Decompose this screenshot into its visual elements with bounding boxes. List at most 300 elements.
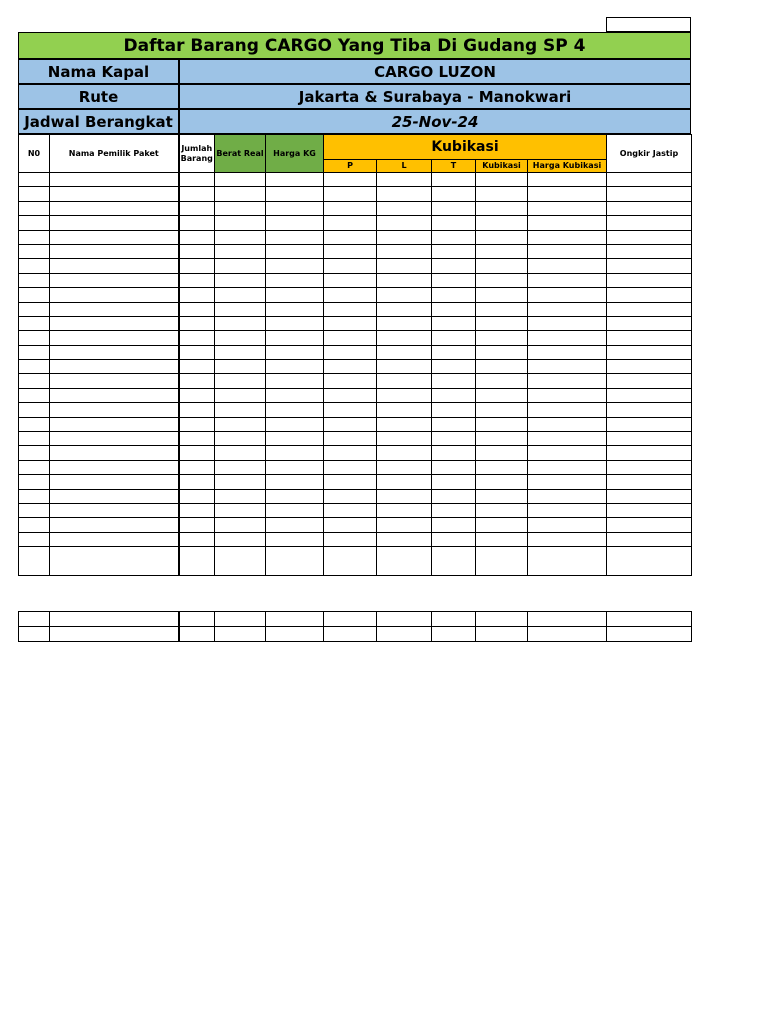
table-cell[interactable] — [324, 360, 377, 374]
table-cell[interactable] — [19, 345, 50, 359]
table-cell[interactable] — [607, 547, 692, 576]
table-cell[interactable] — [528, 216, 607, 230]
table-cell[interactable] — [19, 627, 50, 642]
table-cell[interactable] — [19, 503, 50, 517]
table-cell[interactable] — [19, 518, 50, 532]
table-cell[interactable] — [19, 216, 50, 230]
table-cell[interactable] — [377, 173, 432, 187]
table-cell[interactable] — [432, 273, 476, 287]
table-cell[interactable] — [50, 547, 179, 576]
table-cell[interactable] — [607, 374, 692, 388]
table-cell[interactable] — [179, 532, 215, 546]
table-cell[interactable] — [528, 173, 607, 187]
table-cell[interactable] — [432, 216, 476, 230]
table-cell[interactable] — [50, 288, 179, 302]
table-cell[interactable] — [324, 331, 377, 345]
table-cell[interactable] — [50, 388, 179, 402]
table-cell[interactable] — [50, 374, 179, 388]
table-cell[interactable] — [50, 446, 179, 460]
table-cell[interactable] — [179, 230, 215, 244]
table-cell[interactable] — [432, 259, 476, 273]
table-cell[interactable] — [50, 173, 179, 187]
table-cell[interactable] — [476, 627, 528, 642]
table-cell[interactable] — [432, 612, 476, 627]
table-cell[interactable] — [377, 316, 432, 330]
table-cell[interactable] — [528, 360, 607, 374]
table-cell[interactable] — [179, 288, 215, 302]
empty-cell-top-right[interactable] — [606, 17, 691, 32]
table-cell[interactable] — [215, 187, 266, 201]
table-cell[interactable] — [179, 316, 215, 330]
table-cell[interactable] — [179, 432, 215, 446]
table-cell[interactable] — [266, 403, 324, 417]
table-cell[interactable] — [607, 403, 692, 417]
table-cell[interactable] — [324, 432, 377, 446]
table-cell[interactable] — [432, 288, 476, 302]
table-cell[interactable] — [50, 216, 179, 230]
table-cell[interactable] — [324, 345, 377, 359]
table-cell[interactable] — [19, 388, 50, 402]
table-cell[interactable] — [528, 345, 607, 359]
table-cell[interactable] — [607, 417, 692, 431]
table-cell[interactable] — [19, 316, 50, 330]
table-cell[interactable] — [528, 518, 607, 532]
table-cell[interactable] — [215, 403, 266, 417]
table-cell[interactable] — [607, 201, 692, 215]
table-cell[interactable] — [607, 230, 692, 244]
table-cell[interactable] — [432, 403, 476, 417]
table-cell[interactable] — [215, 244, 266, 258]
table-cell[interactable] — [607, 432, 692, 446]
table-cell[interactable] — [215, 345, 266, 359]
table-cell[interactable] — [50, 230, 179, 244]
table-cell[interactable] — [476, 432, 528, 446]
table-cell[interactable] — [377, 532, 432, 546]
table-cell[interactable] — [432, 345, 476, 359]
table-cell[interactable] — [266, 187, 324, 201]
table-cell[interactable] — [476, 216, 528, 230]
table-cell[interactable] — [324, 475, 377, 489]
table-cell[interactable] — [324, 302, 377, 316]
table-cell[interactable] — [476, 374, 528, 388]
table-cell[interactable] — [266, 503, 324, 517]
table-cell[interactable] — [324, 388, 377, 402]
table-cell[interactable] — [266, 446, 324, 460]
table-cell[interactable] — [19, 446, 50, 460]
table-cell[interactable] — [528, 532, 607, 546]
table-cell[interactable] — [266, 273, 324, 287]
table-cell[interactable] — [476, 518, 528, 532]
table-cell[interactable] — [50, 417, 179, 431]
table-cell[interactable] — [476, 446, 528, 460]
table-cell[interactable] — [377, 273, 432, 287]
table-cell[interactable] — [179, 216, 215, 230]
table-cell[interactable] — [607, 388, 692, 402]
table-cell[interactable] — [266, 173, 324, 187]
table-cell[interactable] — [476, 417, 528, 431]
table-cell[interactable] — [528, 187, 607, 201]
table-cell[interactable] — [377, 489, 432, 503]
table-cell[interactable] — [50, 259, 179, 273]
table-cell[interactable] — [266, 460, 324, 474]
table-cell[interactable] — [476, 173, 528, 187]
table-cell[interactable] — [432, 244, 476, 258]
table-cell[interactable] — [266, 417, 324, 431]
table-cell[interactable] — [266, 612, 324, 627]
table-cell[interactable] — [19, 230, 50, 244]
table-cell[interactable] — [607, 302, 692, 316]
table-cell[interactable] — [607, 187, 692, 201]
table-cell[interactable] — [266, 331, 324, 345]
table-cell[interactable] — [324, 187, 377, 201]
table-cell[interactable] — [266, 518, 324, 532]
table-cell[interactable] — [179, 489, 215, 503]
table-cell[interactable] — [377, 187, 432, 201]
table-cell[interactable] — [528, 460, 607, 474]
table-cell[interactable] — [476, 360, 528, 374]
table-cell[interactable] — [215, 288, 266, 302]
table-cell[interactable] — [324, 288, 377, 302]
table-cell[interactable] — [179, 259, 215, 273]
table-cell[interactable] — [50, 532, 179, 546]
table-cell[interactable] — [377, 475, 432, 489]
table-cell[interactable] — [528, 475, 607, 489]
table-cell[interactable] — [377, 403, 432, 417]
table-cell[interactable] — [266, 244, 324, 258]
table-cell[interactable] — [476, 475, 528, 489]
ship-value[interactable]: CARGO LUZON — [178, 59, 691, 84]
table-cell[interactable] — [377, 460, 432, 474]
table-cell[interactable] — [215, 547, 266, 576]
table-cell[interactable] — [215, 173, 266, 187]
table-cell[interactable] — [432, 230, 476, 244]
table-cell[interactable] — [215, 374, 266, 388]
table-cell[interactable] — [50, 331, 179, 345]
table-cell[interactable] — [179, 331, 215, 345]
table-cell[interactable] — [377, 374, 432, 388]
table-cell[interactable] — [266, 288, 324, 302]
table-cell[interactable] — [432, 627, 476, 642]
table-cell[interactable] — [377, 627, 432, 642]
table-cell[interactable] — [607, 532, 692, 546]
table-cell[interactable] — [476, 345, 528, 359]
table-cell[interactable] — [324, 273, 377, 287]
table-cell[interactable] — [324, 460, 377, 474]
table-cell[interactable] — [50, 518, 179, 532]
table-cell[interactable] — [528, 259, 607, 273]
table-cell[interactable] — [19, 475, 50, 489]
table-cell[interactable] — [19, 187, 50, 201]
table-cell[interactable] — [215, 627, 266, 642]
table-cell[interactable] — [432, 518, 476, 532]
table-cell[interactable] — [324, 216, 377, 230]
table-cell[interactable] — [607, 518, 692, 532]
table-cell[interactable] — [607, 345, 692, 359]
table-cell[interactable] — [266, 230, 324, 244]
table-cell[interactable] — [377, 388, 432, 402]
table-cell[interactable] — [432, 460, 476, 474]
table-cell[interactable] — [179, 374, 215, 388]
table-cell[interactable] — [607, 446, 692, 460]
table-cell[interactable] — [324, 547, 377, 576]
table-cell[interactable] — [266, 302, 324, 316]
table-cell[interactable] — [432, 374, 476, 388]
table-cell[interactable] — [528, 503, 607, 517]
route-value[interactable]: Jakarta & Surabaya - Manokwari — [178, 84, 691, 109]
table-cell[interactable] — [476, 388, 528, 402]
table-cell[interactable] — [377, 259, 432, 273]
table-cell[interactable] — [179, 475, 215, 489]
table-cell[interactable] — [476, 259, 528, 273]
table-cell[interactable] — [50, 201, 179, 215]
table-cell[interactable] — [179, 417, 215, 431]
table-cell[interactable] — [377, 360, 432, 374]
table-cell[interactable] — [19, 547, 50, 576]
table-cell[interactable] — [432, 489, 476, 503]
table-cell[interactable] — [19, 331, 50, 345]
table-cell[interactable] — [324, 259, 377, 273]
table-cell[interactable] — [528, 446, 607, 460]
table-cell[interactable] — [215, 432, 266, 446]
table-cell[interactable] — [476, 503, 528, 517]
table-cell[interactable] — [324, 612, 377, 627]
table-cell[interactable] — [215, 417, 266, 431]
table-cell[interactable] — [324, 446, 377, 460]
table-cell[interactable] — [215, 302, 266, 316]
table-cell[interactable] — [215, 360, 266, 374]
table-cell[interactable] — [179, 388, 215, 402]
table-cell[interactable] — [215, 503, 266, 517]
table-cell[interactable] — [215, 201, 266, 215]
table-cell[interactable] — [19, 259, 50, 273]
table-cell[interactable] — [476, 273, 528, 287]
table-cell[interactable] — [179, 460, 215, 474]
table-cell[interactable] — [266, 532, 324, 546]
table-cell[interactable] — [377, 417, 432, 431]
table-cell[interactable] — [179, 360, 215, 374]
table-cell[interactable] — [50, 273, 179, 287]
table-cell[interactable] — [377, 518, 432, 532]
table-cell[interactable] — [324, 627, 377, 642]
table-cell[interactable] — [476, 230, 528, 244]
table-cell[interactable] — [266, 374, 324, 388]
table-cell[interactable] — [432, 475, 476, 489]
table-cell[interactable] — [50, 187, 179, 201]
table-cell[interactable] — [528, 547, 607, 576]
table-cell[interactable] — [179, 446, 215, 460]
table-cell[interactable] — [179, 503, 215, 517]
table-cell[interactable] — [19, 201, 50, 215]
table-cell[interactable] — [50, 360, 179, 374]
table-cell[interactable] — [607, 216, 692, 230]
table-cell[interactable] — [324, 403, 377, 417]
table-cell[interactable] — [215, 446, 266, 460]
table-cell[interactable] — [215, 460, 266, 474]
table-cell[interactable] — [476, 244, 528, 258]
table-cell[interactable] — [607, 173, 692, 187]
table-cell[interactable] — [432, 432, 476, 446]
table-cell[interactable] — [324, 503, 377, 517]
table-cell[interactable] — [50, 627, 179, 642]
table-cell[interactable] — [50, 244, 179, 258]
table-cell[interactable] — [607, 331, 692, 345]
table-cell[interactable] — [528, 316, 607, 330]
table-cell[interactable] — [432, 360, 476, 374]
table-cell[interactable] — [607, 273, 692, 287]
table-cell[interactable] — [215, 259, 266, 273]
table-cell[interactable] — [528, 201, 607, 215]
table-cell[interactable] — [607, 259, 692, 273]
table-cell[interactable] — [324, 417, 377, 431]
table-cell[interactable] — [432, 388, 476, 402]
table-cell[interactable] — [528, 302, 607, 316]
table-cell[interactable] — [377, 302, 432, 316]
table-cell[interactable] — [528, 403, 607, 417]
table-cell[interactable] — [432, 302, 476, 316]
table-cell[interactable] — [179, 345, 215, 359]
table-cell[interactable] — [215, 230, 266, 244]
table-cell[interactable] — [266, 489, 324, 503]
table-cell[interactable] — [50, 503, 179, 517]
table-cell[interactable] — [528, 230, 607, 244]
table-cell[interactable] — [215, 475, 266, 489]
table-cell[interactable] — [432, 187, 476, 201]
table-cell[interactable] — [324, 374, 377, 388]
table-cell[interactable] — [19, 432, 50, 446]
table-cell[interactable] — [377, 345, 432, 359]
table-cell[interactable] — [266, 216, 324, 230]
table-cell[interactable] — [607, 244, 692, 258]
table-cell[interactable] — [179, 187, 215, 201]
table-cell[interactable] — [607, 475, 692, 489]
table-cell[interactable] — [50, 302, 179, 316]
table-cell[interactable] — [607, 489, 692, 503]
table-cell[interactable] — [432, 503, 476, 517]
table-cell[interactable] — [50, 403, 179, 417]
table-cell[interactable] — [377, 612, 432, 627]
table-cell[interactable] — [215, 331, 266, 345]
table-cell[interactable] — [50, 612, 179, 627]
table-cell[interactable] — [266, 547, 324, 576]
table-cell[interactable] — [528, 627, 607, 642]
table-cell[interactable] — [266, 201, 324, 215]
table-cell[interactable] — [528, 288, 607, 302]
table-cell[interactable] — [476, 201, 528, 215]
table-cell[interactable] — [215, 489, 266, 503]
table-cell[interactable] — [377, 288, 432, 302]
table-cell[interactable] — [215, 532, 266, 546]
table-cell[interactable] — [179, 273, 215, 287]
table-cell[interactable] — [476, 612, 528, 627]
table-cell[interactable] — [215, 216, 266, 230]
table-cell[interactable] — [377, 230, 432, 244]
table-cell[interactable] — [179, 201, 215, 215]
table-cell[interactable] — [50, 460, 179, 474]
table-cell[interactable] — [19, 489, 50, 503]
table-cell[interactable] — [215, 612, 266, 627]
table-cell[interactable] — [432, 446, 476, 460]
table-cell[interactable] — [432, 316, 476, 330]
table-cell[interactable] — [19, 173, 50, 187]
table-cell[interactable] — [377, 201, 432, 215]
table-cell[interactable] — [266, 360, 324, 374]
table-cell[interactable] — [215, 388, 266, 402]
table-cell[interactable] — [528, 612, 607, 627]
table-cell[interactable] — [528, 331, 607, 345]
table-cell[interactable] — [324, 518, 377, 532]
table-cell[interactable] — [19, 360, 50, 374]
schedule-value[interactable]: 25-Nov-24 — [178, 109, 691, 134]
table-cell[interactable] — [19, 417, 50, 431]
table-cell[interactable] — [377, 503, 432, 517]
table-cell[interactable] — [179, 403, 215, 417]
table-cell[interactable] — [50, 475, 179, 489]
table-cell[interactable] — [324, 173, 377, 187]
table-cell[interactable] — [324, 316, 377, 330]
table-cell[interactable] — [266, 475, 324, 489]
table-cell[interactable] — [215, 273, 266, 287]
table-cell[interactable] — [19, 612, 50, 627]
table-cell[interactable] — [476, 547, 528, 576]
table-cell[interactable] — [377, 244, 432, 258]
table-cell[interactable] — [528, 374, 607, 388]
table-cell[interactable] — [50, 432, 179, 446]
table-cell[interactable] — [528, 489, 607, 503]
table-cell[interactable] — [324, 230, 377, 244]
table-cell[interactable] — [432, 331, 476, 345]
table-cell[interactable] — [377, 432, 432, 446]
table-cell[interactable] — [215, 316, 266, 330]
table-cell[interactable] — [179, 244, 215, 258]
table-cell[interactable] — [432, 417, 476, 431]
table-cell[interactable] — [19, 273, 50, 287]
table-cell[interactable] — [324, 244, 377, 258]
table-cell[interactable] — [179, 302, 215, 316]
table-cell[interactable] — [50, 345, 179, 359]
table-cell[interactable] — [476, 331, 528, 345]
table-cell[interactable] — [324, 201, 377, 215]
table-cell[interactable] — [266, 627, 324, 642]
table-cell[interactable] — [476, 187, 528, 201]
table-cell[interactable] — [476, 532, 528, 546]
table-cell[interactable] — [607, 612, 692, 627]
table-cell[interactable] — [476, 403, 528, 417]
table-cell[interactable] — [528, 432, 607, 446]
table-cell[interactable] — [528, 244, 607, 258]
table-cell[interactable] — [432, 547, 476, 576]
table-cell[interactable] — [377, 547, 432, 576]
table-cell[interactable] — [607, 503, 692, 517]
table-cell[interactable] — [432, 201, 476, 215]
table-cell[interactable] — [476, 288, 528, 302]
table-cell[interactable] — [266, 388, 324, 402]
table-cell[interactable] — [19, 460, 50, 474]
table-cell[interactable] — [215, 518, 266, 532]
table-cell[interactable] — [432, 173, 476, 187]
table-cell[interactable] — [476, 489, 528, 503]
table-cell[interactable] — [324, 532, 377, 546]
table-cell[interactable] — [19, 288, 50, 302]
table-cell[interactable] — [179, 518, 215, 532]
table-cell[interactable] — [377, 216, 432, 230]
table-cell[interactable] — [179, 173, 215, 187]
table-cell[interactable] — [19, 302, 50, 316]
table-cell[interactable] — [266, 345, 324, 359]
table-cell[interactable] — [179, 547, 215, 576]
table-cell[interactable] — [476, 302, 528, 316]
table-cell[interactable] — [179, 612, 215, 627]
table-cell[interactable] — [50, 489, 179, 503]
